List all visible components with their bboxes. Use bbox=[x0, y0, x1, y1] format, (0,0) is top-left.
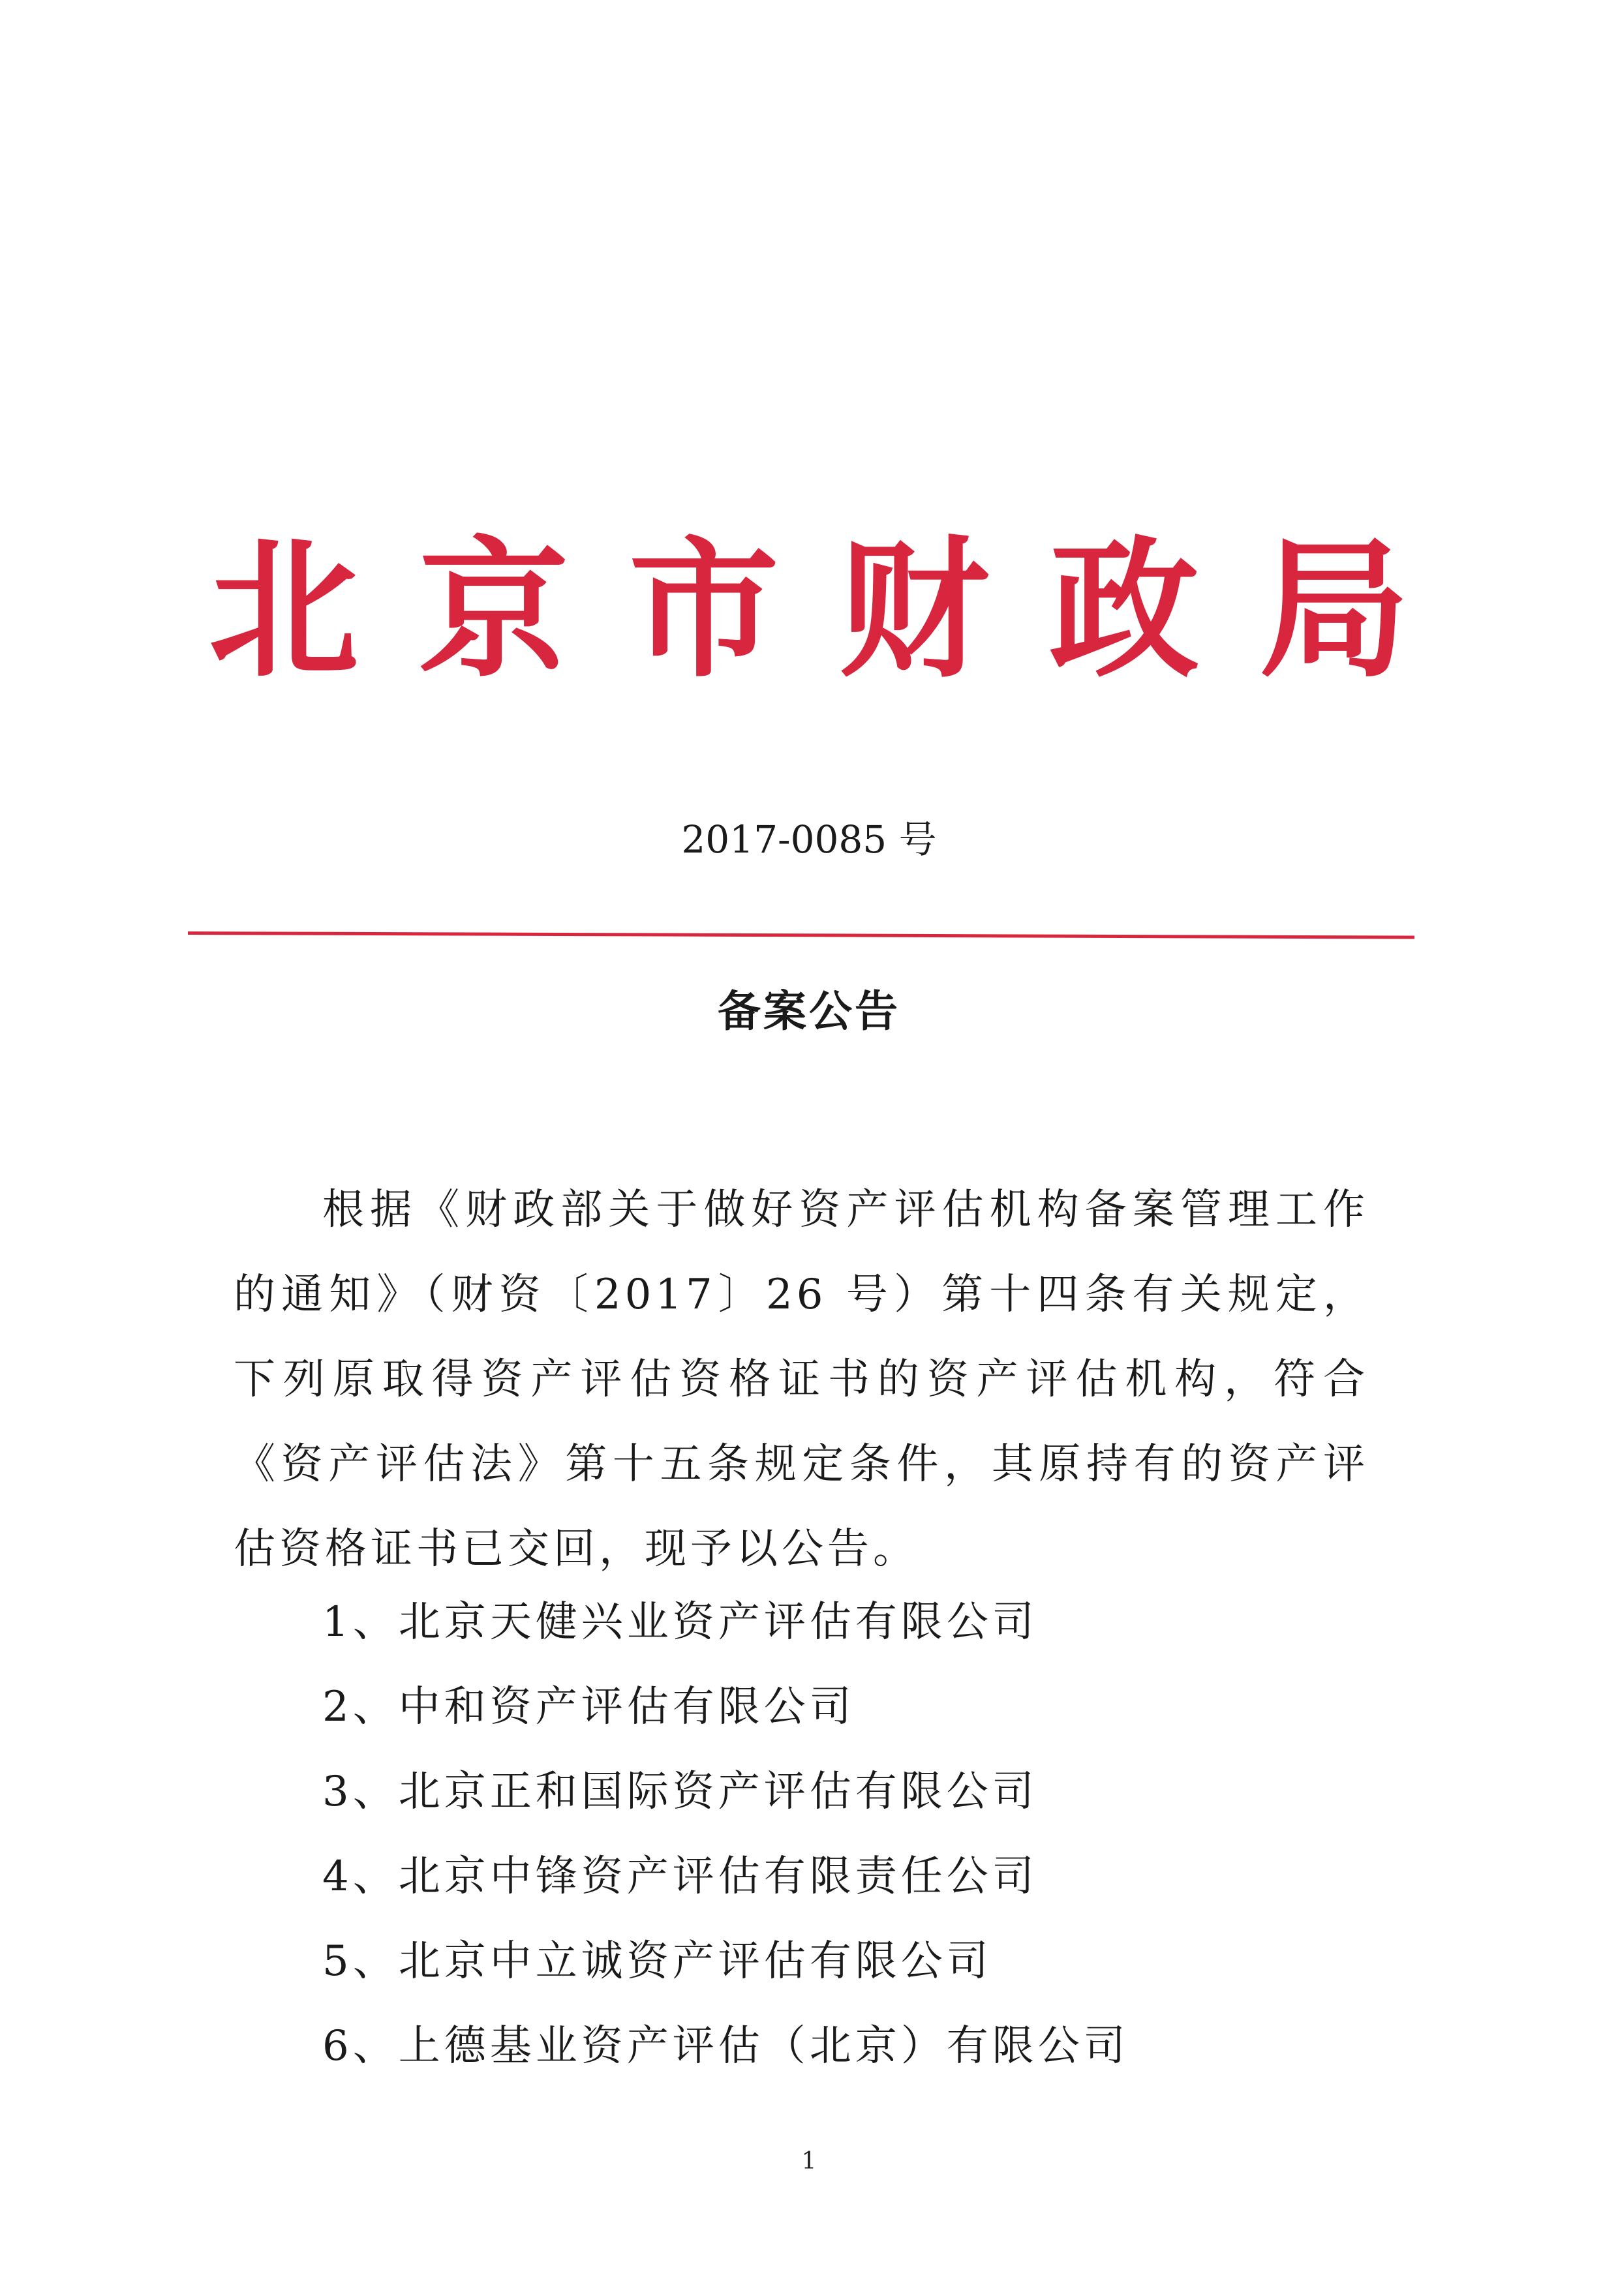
institution-list bbox=[322, 1580, 1431, 2089]
document-number: 2017-0085 号 bbox=[681, 817, 937, 862]
notice-title: 备案公告 bbox=[718, 986, 900, 1036]
list-item: 2、中和资产评估有限公司 bbox=[322, 1683, 855, 1731]
page-number: 1 bbox=[801, 2148, 817, 2175]
agency-masthead: 北京市财政局 bbox=[208, 522, 1469, 698]
red-divider-line bbox=[188, 931, 1414, 939]
list-item: 5、北京中立诚资产评估有限公司 bbox=[322, 1937, 992, 1986]
notice-body: 根据《财政部关于做好资产评估机构备案管理工作的通知》（财资〔2017〕26 号）第十四条有关规定，下列原取得资产评估资格证书的资产评估机构，符合《资产评估法》第十五条规定条件，其原持有的资产评估资格证书已交回，现予以公告。 bbox=[234, 1186, 1369, 1573]
list-item: 1、北京天健兴业资产评估有限公司 bbox=[322, 1598, 1038, 1646]
list-item: 3、北京正和国际资产评估有限公司 bbox=[322, 1768, 1038, 1816]
list-item: 6、上德基业资产评估（北京）有限公司 bbox=[322, 2022, 1129, 2070]
list-item: 4、北京中锋资产评估有限责任公司 bbox=[322, 1852, 1038, 1901]
